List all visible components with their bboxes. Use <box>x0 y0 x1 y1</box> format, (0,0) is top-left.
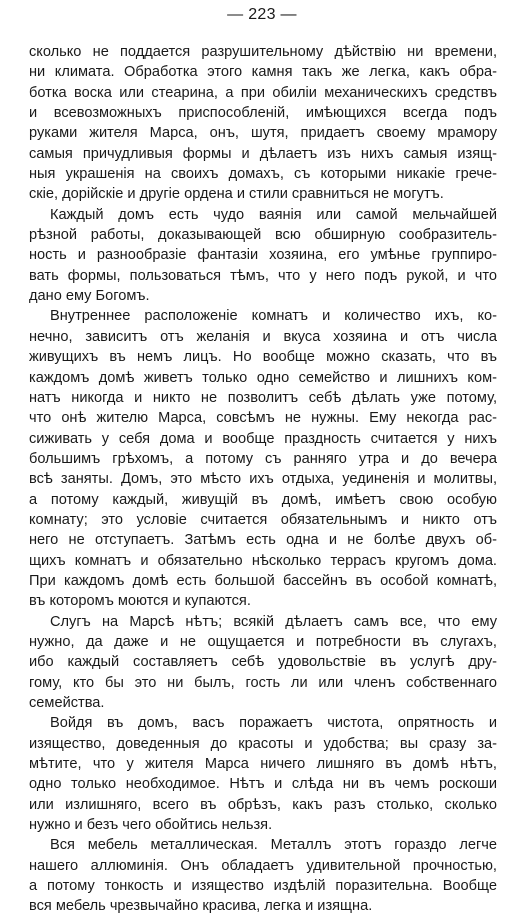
text-line: каждомъ домѣ живетъ только одно семейство и лишнихъ ком- <box>29 369 497 386</box>
text-line: одно только необходимое. Нѣтъ и слѣда ни въ чемъ роскоши <box>29 776 497 793</box>
text-line: нужно, да даже и не ощущается и потребности въ слугахъ, <box>29 633 497 650</box>
text-line: скiе, дорiйскiе и другiе ордена и стили сравниться не могутъ. <box>29 186 444 203</box>
text-line: руками жителя Марса, онъ, шутя, придаетъ своему мрамору <box>29 125 497 142</box>
text-line: него не отступаетъ. Затѣмъ есть одна и не болѣе двухъ об- <box>29 532 497 549</box>
text-line: ныя украшенiя на своихъ домахъ, съ которыми никакiе грече- <box>29 166 497 183</box>
page-number: — 223 — <box>227 6 297 23</box>
text-line: вся мебель чрезвычайно красива, легка и изящна. <box>29 898 373 915</box>
text-line: всѣ заняты. Домъ, это мѣсто ихъ отдыха, уединенiя и молитвы, <box>29 471 497 488</box>
text-line: щихъ комнатъ и обязательно нѣсколько террасъ кругомъ дома. <box>29 552 497 569</box>
text-line: живущихъ въ немъ лицъ. Но вообще можно сказать, что въ <box>29 349 497 366</box>
text-line: самыя причудливыя формы и дѣлаетъ изъ нихъ самыя изящ- <box>29 145 497 162</box>
text-line: семейства. <box>29 695 105 711</box>
text-line: въ которомъ моются и купаются. <box>29 593 251 610</box>
text-line: сиживать у себя дома и вообще праздность считается у нихъ <box>29 430 497 447</box>
text-line: рѣзной работы, доказывающей всю обширную сообразитель- <box>29 227 497 244</box>
paragraph <box>29 42 497 205</box>
text-line: Слугъ на Марсѣ нѣтъ; всякiй дѣлаетъ самъ все, что ему <box>50 613 497 630</box>
text-line: изящество, доведенныя до красоты и удобства; вы сразу за- <box>29 735 497 752</box>
page-body <box>29 42 497 917</box>
paragraph <box>29 612 497 714</box>
paragraph <box>29 835 497 916</box>
text-line: нашего аллюминiя. Онъ обладаетъ удивительной прочностью, <box>29 857 497 874</box>
text-line: ни климата. Обработка этого камня такъ же легка, какъ обра- <box>29 64 497 81</box>
text-line: нужно и безъ чего обойтись нельзя. <box>29 817 273 834</box>
text-line: ботка воска или стеарина, а при обилiи механическихъ средствъ <box>29 84 497 101</box>
text-line: дано ему Богомъ. <box>29 288 150 305</box>
text-line: При каждомъ домѣ есть большой бассейнъ въ особой комнатѣ, <box>29 572 497 589</box>
text-line: нечно, зависитъ отъ желанiя и вкуса хозяина и отъ числа <box>29 328 497 345</box>
paragraph <box>29 205 497 307</box>
text-line: что онѣ жителю Марса, совсѣмъ не нужны. Ему некогда рас- <box>29 410 497 427</box>
paragraph <box>29 306 497 611</box>
text-line: а потому каждый, живущiй въ домѣ, имѣетъ свою особую <box>29 491 497 508</box>
text-line: Вся мебель металлическая. Металлъ этотъ гораздо легче <box>50 837 497 854</box>
text-line: Внутреннее расположенiе комнатъ и количество ихъ, ко- <box>50 308 497 325</box>
text-line: Войдя въ домъ, васъ поражаетъ чистота, опрятность и <box>50 715 497 732</box>
text-line: мѣтите, что у жителя Марса ничего лишняго въ домѣ нѣтъ, <box>29 756 497 773</box>
text-line: вать формы, пользоваться тѣмъ, что у него подъ рукой, и что <box>29 267 497 284</box>
text-line: гому, кто бы это ни былъ, гость ли или членъ собственнаго <box>29 674 497 691</box>
text-line: Каждый домъ есть чудо ваянiя или самой мельчайшей <box>50 206 497 223</box>
text-line: большимъ грѣхомъ, а потому съ ранняго утра и до вечера <box>29 450 497 467</box>
text-line: комнату; это условiе считается обязательнымъ и никто отъ <box>29 511 497 528</box>
text-line: сколько не поддается разрушительному дѣйствiю ни времени, <box>29 44 497 60</box>
paragraph <box>29 713 497 835</box>
text-line: или излишняго, всего въ обрѣзъ, какъ разъ столько, сколько <box>29 796 497 813</box>
text-line: ность и разнообразiе фантазiи хозяина, его умѣнье группиро- <box>29 247 497 264</box>
text-line: натъ никогда и никто не позволитъ себѣ дѣлать уже потому, <box>29 389 497 406</box>
text-line: а потому тонкость и изящество издѣлiй поразительна. Вообще <box>29 878 497 895</box>
text-line: и всевозможныхъ приспособленiй, имѣющихся всегда подъ <box>29 105 497 122</box>
text-line: ибо каждый составляетъ себѣ удовольствiе въ услугѣ дру- <box>29 654 497 671</box>
